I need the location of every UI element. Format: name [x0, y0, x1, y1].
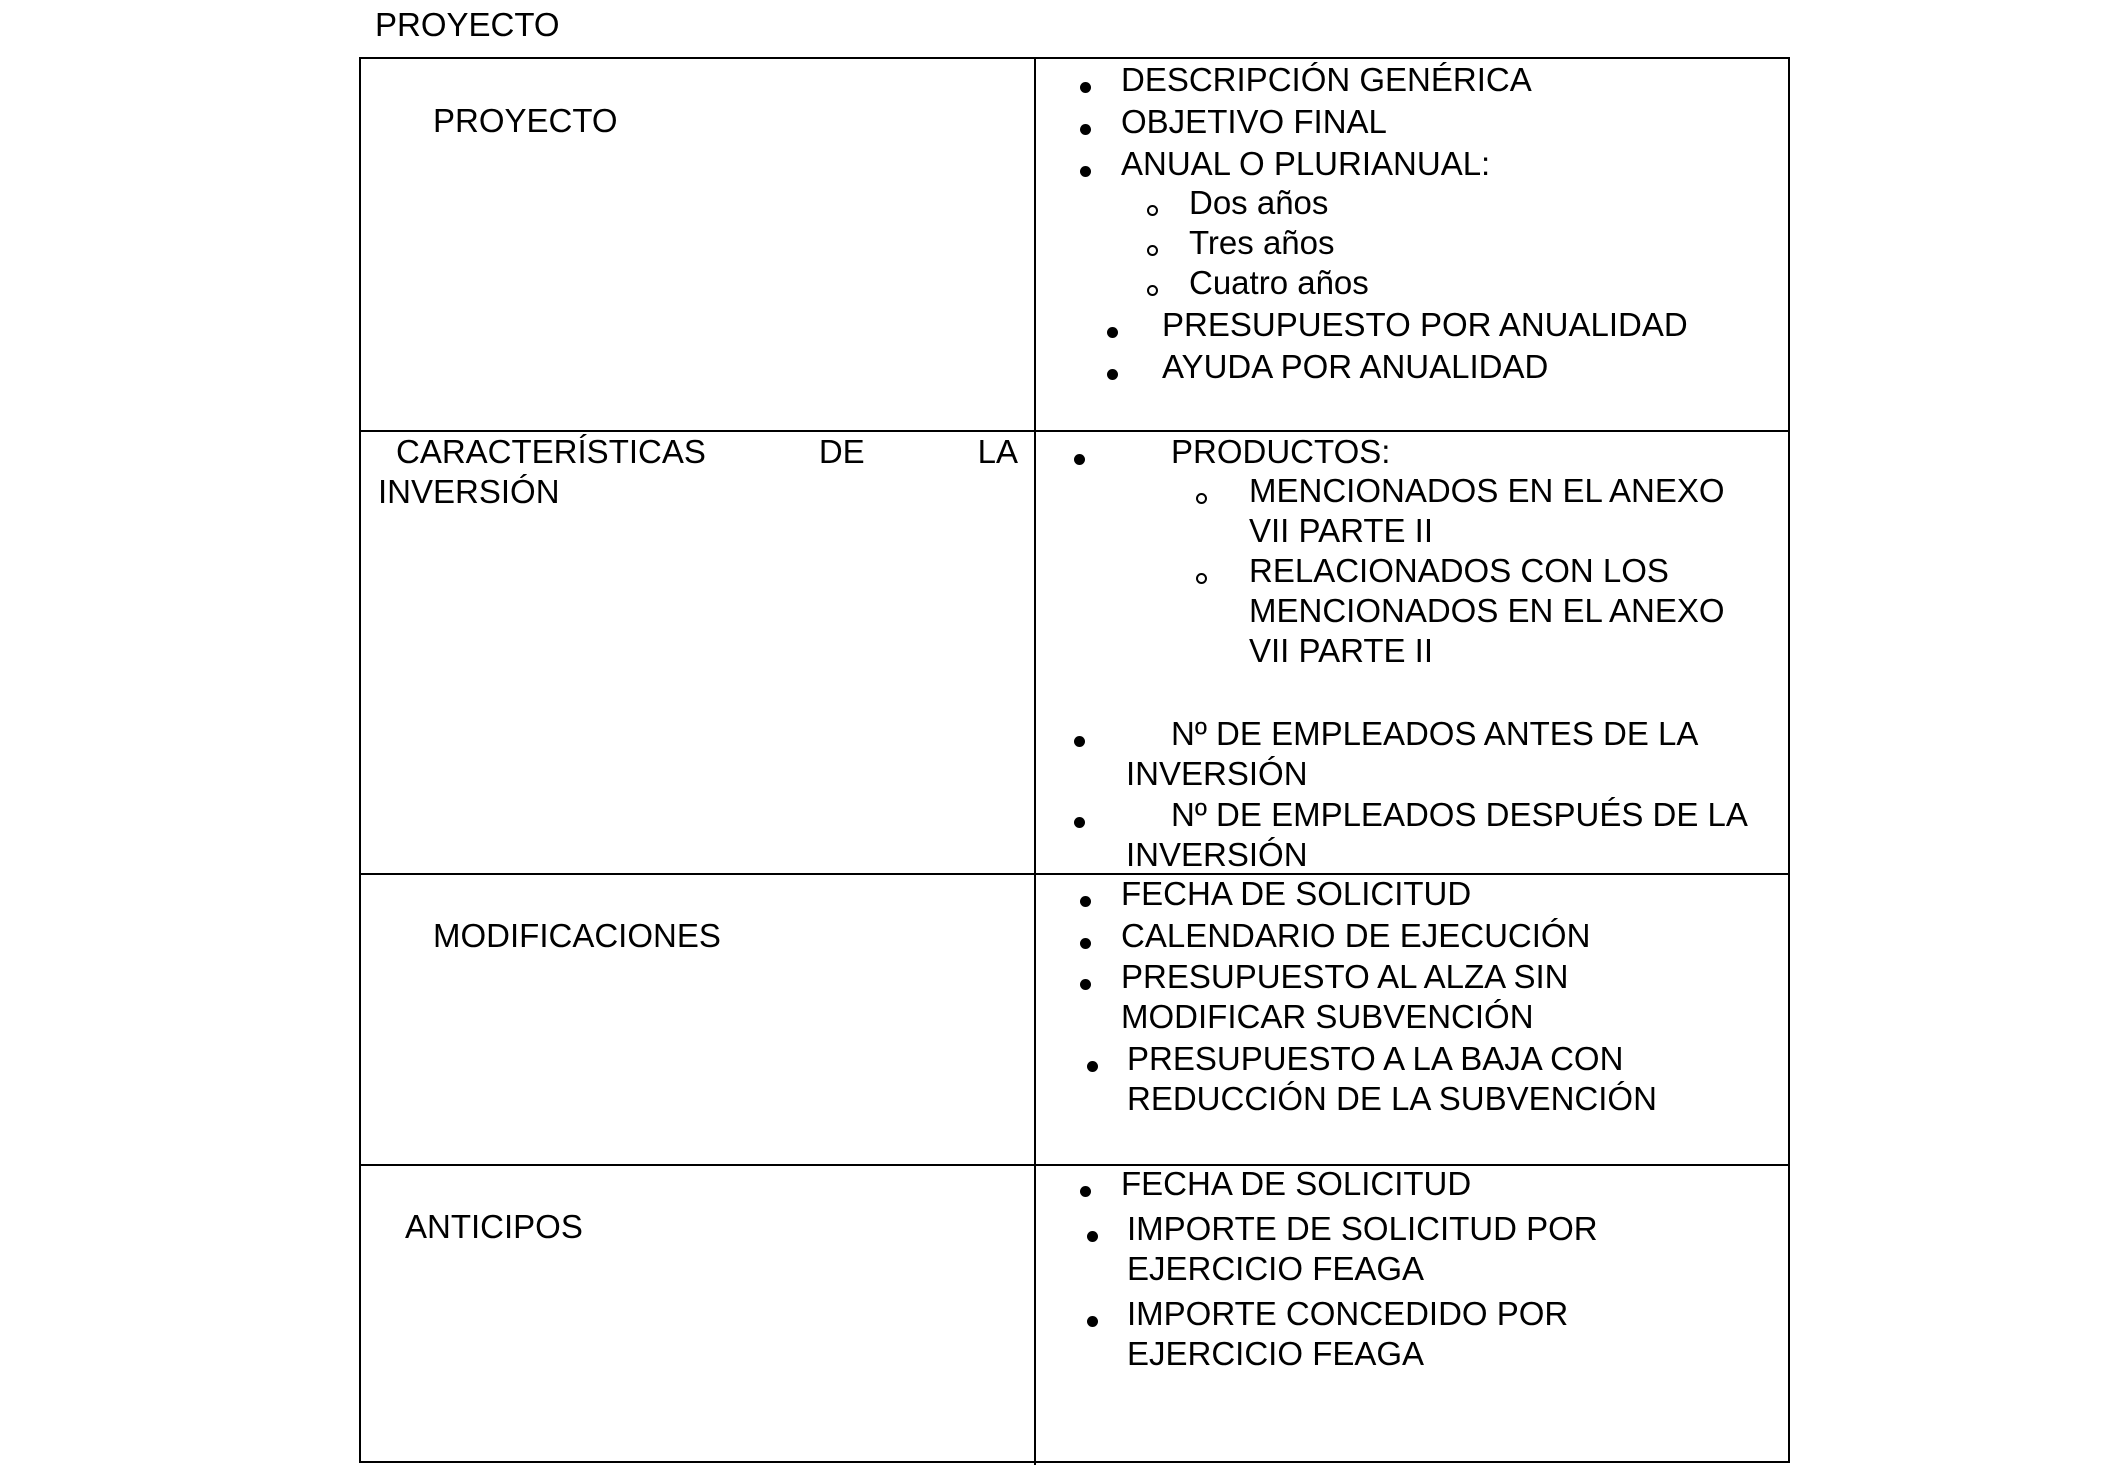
row-label-modificaciones: MODIFICACIONES	[433, 917, 721, 954]
circle-bullet-icon	[1147, 205, 1158, 216]
circle-bullet-icon	[1147, 245, 1158, 256]
bullet-icon	[1080, 82, 1091, 93]
project-table	[359, 57, 1790, 1463]
list-item: IMPORTE CONCEDIDO POR	[1127, 1295, 1569, 1332]
list-item: REDUCCIÓN DE LA SUBVENCIÓN	[1127, 1080, 1657, 1117]
row-label-anticipos: ANTICIPOS	[405, 1208, 583, 1245]
bullet-icon	[1087, 1061, 1098, 1072]
table-row-proyecto	[361, 59, 1788, 432]
list-item: Cuatro años	[1189, 264, 1369, 301]
list-item: PRODUCTOS:	[1171, 433, 1391, 470]
bullet-icon	[1074, 736, 1085, 747]
circle-bullet-icon	[1196, 573, 1207, 584]
bullet-icon	[1087, 1316, 1098, 1327]
bullet-icon	[1080, 938, 1091, 949]
row-label-proyecto: PROYECTO	[433, 102, 618, 139]
column-divider	[1034, 432, 1036, 873]
list-item: Tres años	[1189, 224, 1335, 261]
list-item: OBJETIVO FINAL	[1121, 103, 1387, 140]
bullet-icon	[1080, 896, 1091, 907]
bullet-icon	[1087, 1231, 1098, 1242]
row-label-caracteristicas	[378, 432, 1018, 512]
label-word: LA	[977, 433, 1018, 470]
column-divider	[1034, 59, 1036, 430]
list-item: PRESUPUESTO AL ALZA SIN	[1121, 958, 1569, 995]
list-item: MODIFICAR SUBVENCIÓN	[1121, 998, 1534, 1035]
list-item: FECHA DE SOLICITUD	[1121, 1165, 1472, 1202]
label-word: DE	[818, 433, 865, 470]
bullet-icon	[1074, 454, 1085, 465]
label-word: CARACTERÍSTICAS	[396, 433, 706, 470]
list-item: ANUAL O PLURIANUAL:	[1121, 145, 1491, 182]
list-item: VII PARTE II	[1249, 632, 1433, 669]
bullet-icon	[1107, 327, 1118, 338]
circle-bullet-icon	[1196, 493, 1207, 504]
list-item: Nº DE EMPLEADOS DESPUÉS DE LA	[1171, 796, 1748, 833]
bullet-icon	[1074, 817, 1085, 828]
list-item: EJERCICIO FEAGA	[1127, 1335, 1425, 1372]
bullet-icon	[1080, 979, 1091, 990]
list-item: RELACIONADOS CON LOS	[1249, 552, 1669, 589]
list-item: Nº DE EMPLEADOS ANTES DE LA	[1171, 715, 1699, 752]
list-item: CALENDARIO DE EJECUCIÓN	[1121, 917, 1591, 954]
list-item: DESCRIPCIÓN GENÉRICA	[1121, 61, 1532, 98]
list-item: PRESUPUESTO POR ANUALIDAD	[1162, 306, 1688, 343]
bullet-icon	[1080, 1186, 1091, 1197]
bullet-icon	[1107, 369, 1118, 380]
bullet-icon	[1080, 124, 1091, 135]
page-heading: PROYECTO	[375, 6, 560, 43]
list-item: MENCIONADOS EN EL ANEXO	[1249, 472, 1725, 509]
list-item: EJERCICIO FEAGA	[1127, 1250, 1425, 1287]
table-row-modificaciones	[361, 875, 1788, 1166]
bullet-icon	[1080, 166, 1091, 177]
list-item: FECHA DE SOLICITUD	[1121, 875, 1472, 912]
table-row-anticipos	[361, 1166, 1788, 1465]
column-divider	[1034, 1166, 1036, 1465]
list-item: IMPORTE DE SOLICITUD POR	[1127, 1210, 1598, 1247]
circle-bullet-icon	[1147, 285, 1158, 296]
list-item: PRESUPUESTO A LA BAJA CON	[1127, 1040, 1624, 1077]
list-item: AYUDA POR ANUALIDAD	[1162, 348, 1549, 385]
row-label-line: INVERSIÓN	[378, 473, 560, 510]
row-label-line	[378, 432, 1018, 472]
column-divider	[1034, 875, 1036, 1164]
list-item: Dos años	[1189, 184, 1329, 221]
list-item: INVERSIÓN	[1126, 755, 1308, 792]
list-item: MENCIONADOS EN EL ANEXO	[1249, 592, 1725, 629]
list-item: INVERSIÓN	[1126, 836, 1308, 873]
list-item: VII PARTE II	[1249, 512, 1433, 549]
table-row-caracteristicas	[361, 432, 1788, 875]
